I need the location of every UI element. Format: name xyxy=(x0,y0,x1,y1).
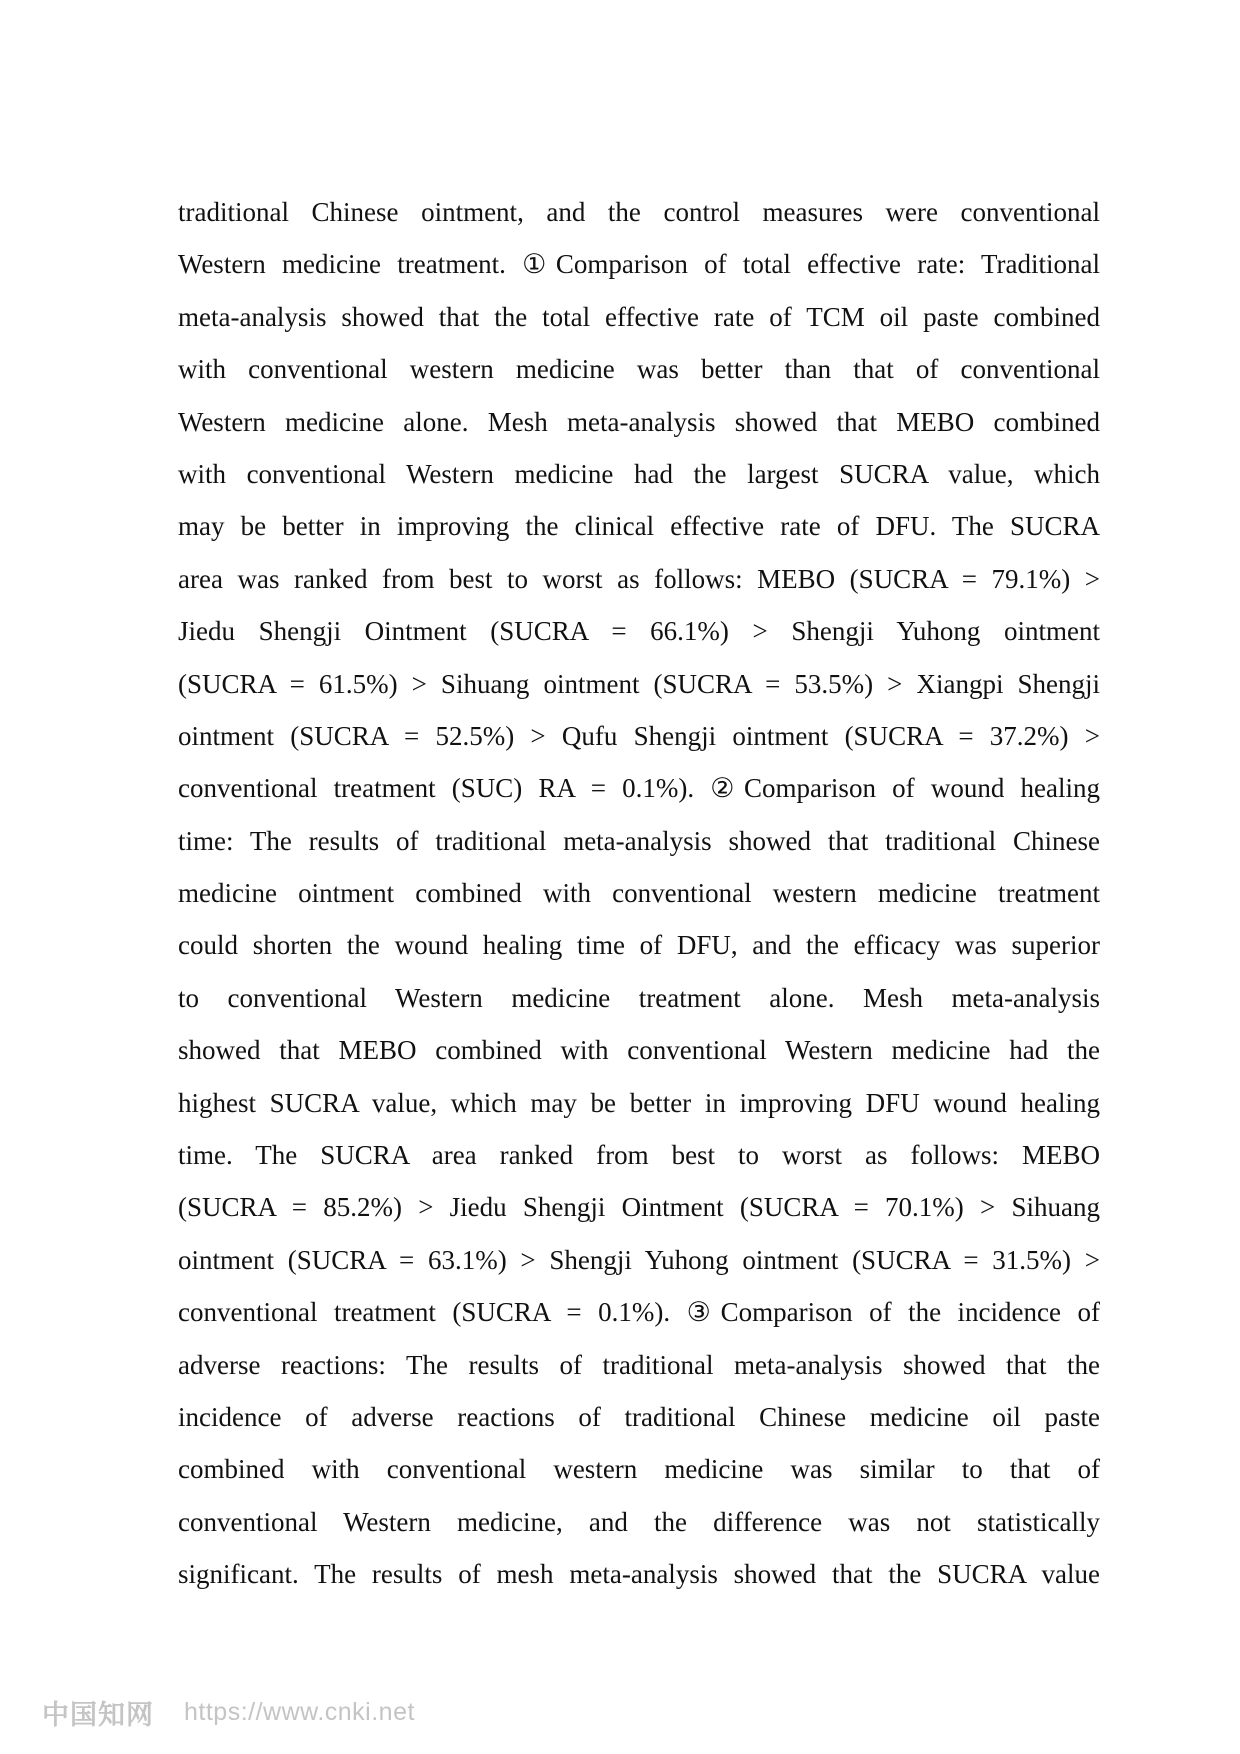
text-line: to conventional Western medicine treatment alone. Mesh meta-analysis xyxy=(178,982,1100,1013)
text-line: significant. The results of mesh meta-analysis showed that the SUCRA value xyxy=(178,1559,1100,1590)
text-line: conventional treatment (SUC) RA = 0.1%). ②Comparison of wound healing xyxy=(178,773,1100,804)
text-line: time: The results of traditional meta-analysis showed that traditional Chinese xyxy=(178,825,1100,856)
text-line: combined with conventional western medicine was similar to that of xyxy=(178,1454,1100,1485)
text-line: Jiedu Shengji Ointment (SUCRA = 66.1%) > Shengji Yuhong ointment xyxy=(178,616,1100,647)
cnki-watermark xyxy=(42,1692,415,1732)
text-line: meta-analysis showed that the total effective rate of TCM oil paste combined xyxy=(178,301,1100,332)
text-line: Western medicine treatment. ①Comparison of total effective rate: Traditional xyxy=(178,249,1100,280)
text-line: incidence of adverse reactions of traditional Chinese medicine oil paste xyxy=(178,1401,1100,1432)
text-line: with conventional western medicine was better than that of conventional xyxy=(178,354,1100,385)
text-line: medicine ointment combined with conventional western medicine treatment xyxy=(178,878,1100,909)
text-line: area was ranked from best to worst as follows: MEBO (SUCRA = 79.1%) > xyxy=(178,563,1100,594)
text-line: (SUCRA = 61.5%) > Sihuang ointment (SUCRA = 53.5%) > Xiangpi Shengji xyxy=(178,668,1100,699)
text-line: (SUCRA = 85.2%) > Jiedu Shengji Ointment (SUCRA = 70.1%) > Sihuang xyxy=(178,1192,1100,1223)
text-line: traditional Chinese ointment, and the control measures were conventional xyxy=(178,197,1100,227)
text-line: with conventional Western medicine had the largest SUCRA value, which xyxy=(178,458,1100,489)
text-line: conventional treatment (SUCRA = 0.1%). ③Comparison of the incidence of xyxy=(178,1297,1100,1328)
text-line: Western medicine alone. Mesh meta-analysis showed that MEBO combined xyxy=(178,406,1100,437)
text-line: highest SUCRA value, which may be better in improving DFU wound healing xyxy=(178,1087,1100,1118)
text-line: time. The SUCRA area ranked from best to worst as follows: MEBO xyxy=(178,1140,1100,1171)
text-line: conventional Western medicine, and the difference was not statistically xyxy=(178,1506,1100,1537)
text-line: adverse reactions: The results of traditional meta-analysis showed that the xyxy=(178,1349,1100,1380)
text-line: could shorten the wound healing time of DFU, and the efficacy was superior xyxy=(178,930,1100,961)
body-paragraph xyxy=(178,186,1100,1601)
text-line: may be better in improving the clinical effective rate of DFU. The SUCRA xyxy=(178,511,1100,542)
cnki-url: https://www.cnki.net xyxy=(184,1697,415,1726)
text-line: showed that MEBO combined with conventional Western medicine had the xyxy=(178,1035,1100,1066)
text-line: ointment (SUCRA = 63.1%) > Shengji Yuhong ointment (SUCRA = 31.5%) > xyxy=(178,1244,1100,1275)
text-line: ointment (SUCRA = 52.5%) > Qufu Shengji ointment (SUCRA = 37.2%) > xyxy=(178,720,1100,751)
cnki-logo: 中国知网 xyxy=(42,1699,154,1730)
